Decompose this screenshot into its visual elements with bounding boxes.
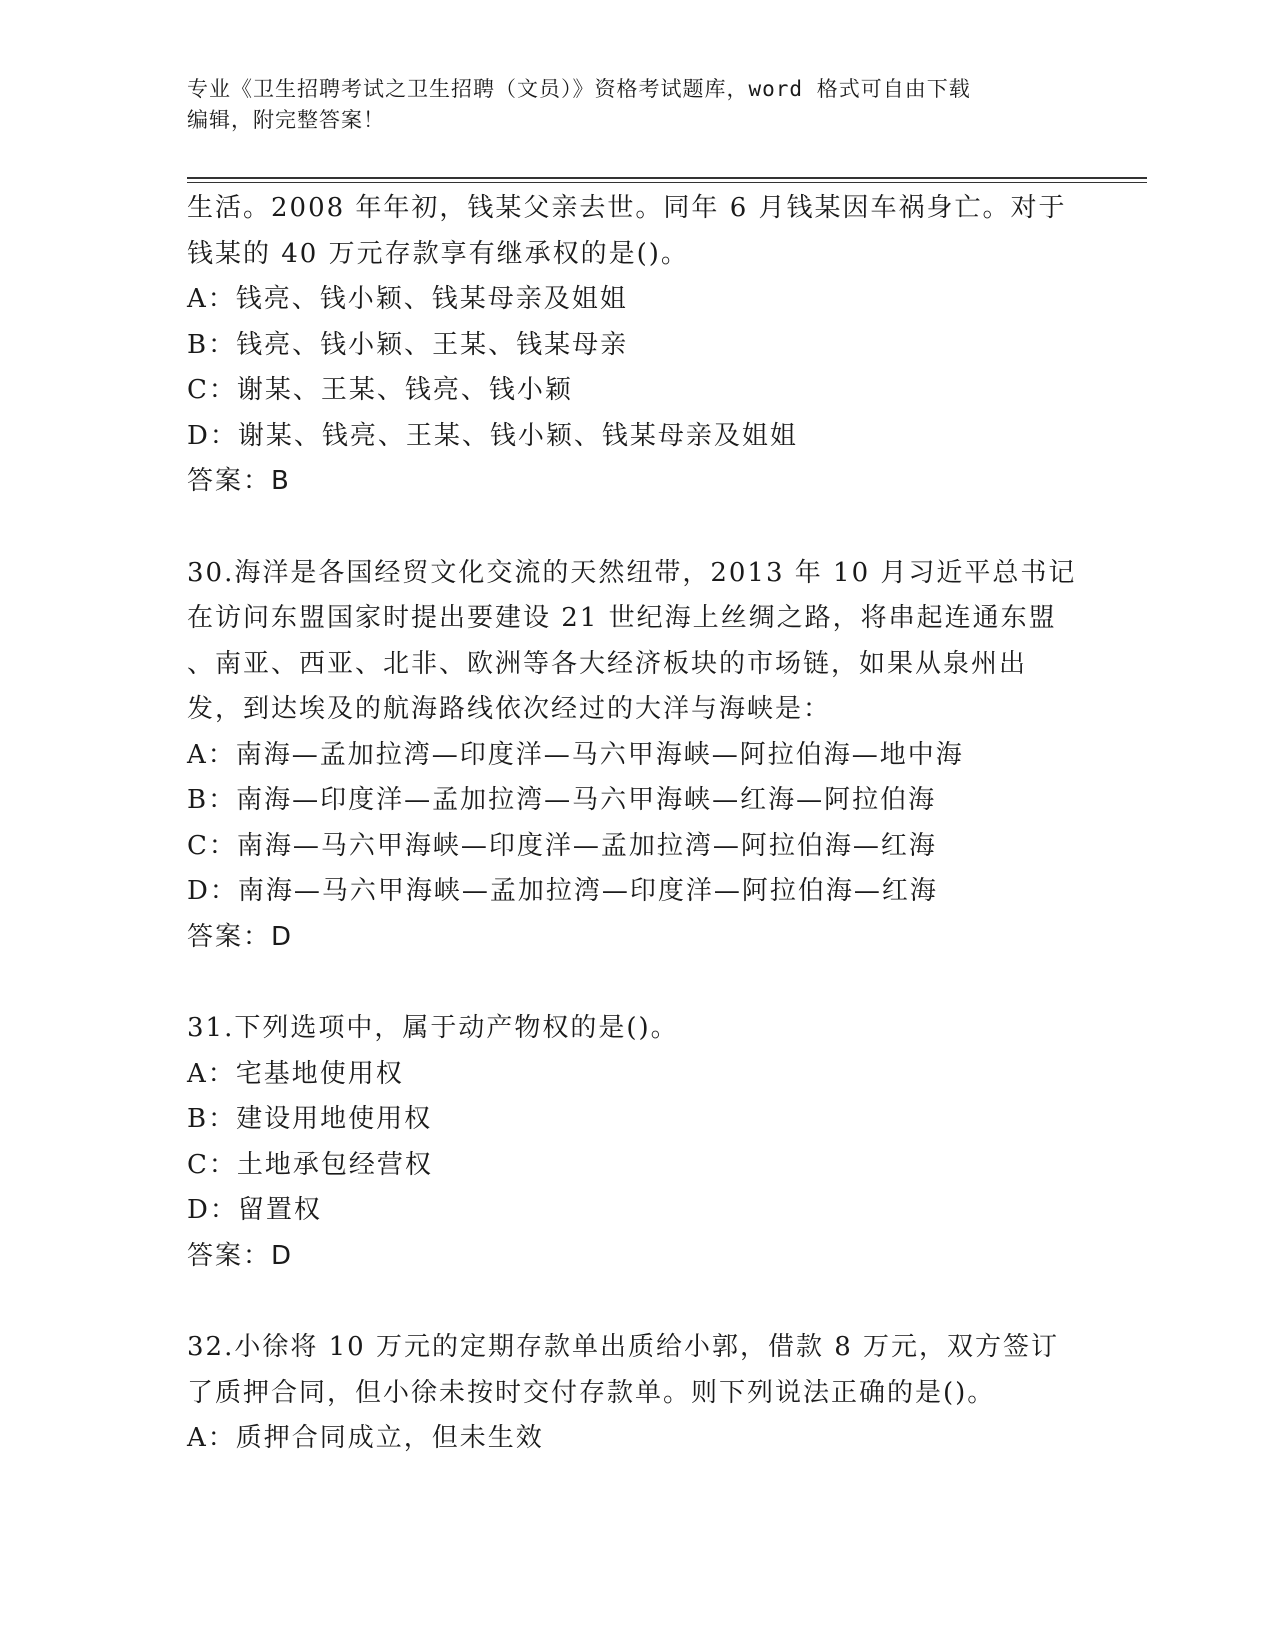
spacer xyxy=(187,1279,1087,1325)
spacer xyxy=(187,960,1087,1006)
question-30 xyxy=(187,551,1087,961)
spacer xyxy=(187,505,1087,551)
option-b: B：钱亮、钱小颖、王某、钱某母亲 xyxy=(187,329,629,360)
question-29 xyxy=(187,186,1087,505)
header-divider-thin xyxy=(187,182,1147,183)
question-list xyxy=(187,186,1087,1462)
option-a: A：宅基地使用权 xyxy=(187,1058,404,1089)
question-text-line: 钱某的 40 万元存款享有继承权的是()。 xyxy=(187,238,689,269)
option-c: C：谢某、王某、钱亮、钱小颖 xyxy=(187,375,573,405)
option-d: D：留置权 xyxy=(187,1195,322,1225)
question-text-line: 在访问东盟国家时提出要建设 21 世纪海上丝绸之路，将串起连通东盟 xyxy=(187,603,1057,633)
header-line-1: 专业《卫生招聘考试之卫生招聘（文员）》资格考试题库，word 格式可自由下载 xyxy=(187,77,971,101)
option-d: D：南海—马六甲海峡—孟加拉湾—印度洋—阿拉伯海—红海 xyxy=(187,876,938,906)
option-b: B：南海—印度洋—孟加拉湾—马六甲海峡—红海—阿拉伯海 xyxy=(187,785,937,815)
option-a: A：质押合同成立，但未生效 xyxy=(187,1423,544,1453)
answer: 答案：D xyxy=(187,1240,294,1271)
option-a: A：南海—孟加拉湾—印度洋—马六甲海峡—阿拉伯海—地中海 xyxy=(187,739,964,770)
question-text-line: 32.小徐将 10 万元的定期存款单出质给小郭，借款 8 万元，双方签订 xyxy=(187,1332,1060,1362)
question-text-line: 、南亚、西亚、北非、欧洲等各大经济板块的市场链，如果从泉州出 xyxy=(187,648,1028,679)
option-b: B：建设用地使用权 xyxy=(187,1104,433,1134)
question-32 xyxy=(187,1325,1087,1462)
option-c: C：土地承包经营权 xyxy=(187,1149,433,1180)
question-text-line: 了质押合同，但小徐未按时交付存款单。则下列说法正确的是()。 xyxy=(187,1377,996,1408)
answer: 答案：D xyxy=(187,921,294,952)
question-text-line: 31.下列选项中，属于动产物权的是()。 xyxy=(187,1013,679,1043)
document-header xyxy=(187,74,1067,136)
option-c: C：南海—马六甲海峡—印度洋—孟加拉湾—阿拉伯海—红海 xyxy=(187,830,937,861)
question-31 xyxy=(187,1006,1087,1279)
header-line-2: 编辑，附完整答案！ xyxy=(187,108,385,132)
option-d: D：谢某、钱亮、王某、钱小颖、钱某母亲及姐姐 xyxy=(187,420,798,451)
option-a: A：钱亮、钱小颖、钱某母亲及姐姐 xyxy=(187,284,628,314)
question-text-line: 30.海洋是各国经贸文化交流的天然纽带，2013 年 10 月习近平总书记 xyxy=(187,557,1077,588)
header-divider-thick xyxy=(187,177,1147,179)
answer: 答案：B xyxy=(187,466,291,496)
question-text-line: 发，到达埃及的航海路线依次经过的大洋与海峡是： xyxy=(187,694,832,724)
question-text-line: 生活。2008 年年初，钱某父亲去世。同年 6 月钱某因车祸身亡。对于 xyxy=(187,193,1067,223)
